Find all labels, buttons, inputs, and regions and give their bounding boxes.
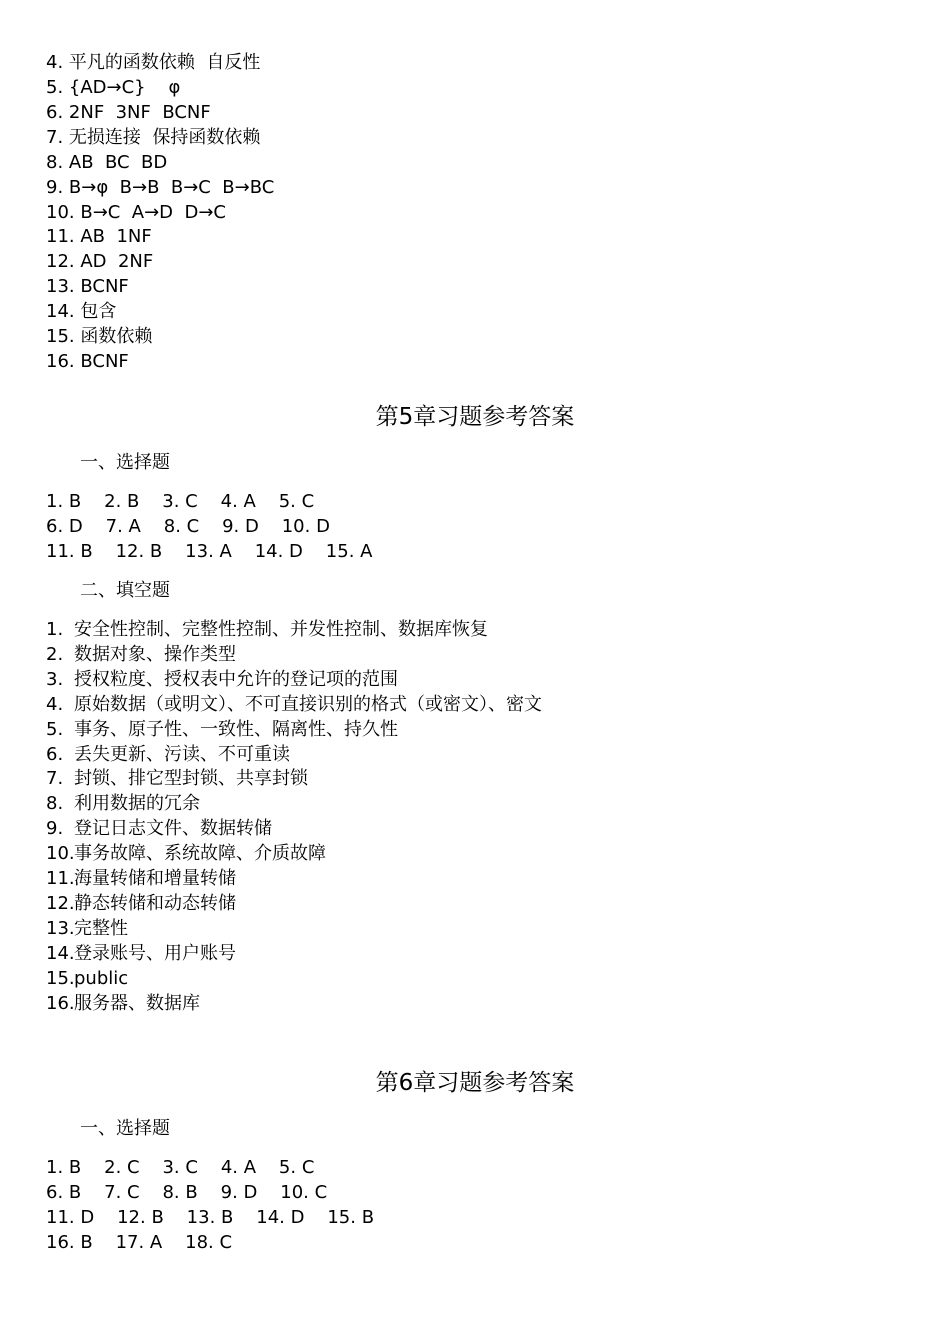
answer-line: 16. BCNF (46, 351, 129, 372)
fill-item (46, 617, 488, 642)
fill-item (46, 816, 272, 841)
fill-item-text: public (74, 968, 129, 989)
fill-item-number: 16. (46, 993, 75, 1014)
fill-item-number: 14. (46, 943, 75, 964)
fill-item-number: 13. (46, 918, 75, 939)
fill-item-number: 4. (46, 694, 64, 715)
chapter5-fill-heading: 二、填空题 (80, 580, 170, 601)
fill-item (46, 966, 128, 991)
choice-line: 1. B 2. C 3. C 4. A 5. C (46, 1157, 315, 1178)
fill-item-number: 9. (46, 818, 64, 839)
chapter6-title: 第6章习题参考答案 (375, 1070, 575, 1096)
fill-item-text: 完整性 (74, 918, 128, 939)
fill-item-text: 数据对象、操作类型 (74, 644, 236, 665)
fill-item-text: 登记日志文件、数据转储 (74, 818, 272, 839)
fill-item-text: 封锁、排它型封锁、共享封锁 (74, 768, 308, 789)
fill-item (46, 667, 398, 692)
fill-item-number: 15. (46, 968, 75, 989)
fill-item-number: 5. (46, 719, 64, 740)
choice-line: 11. D 12. B 13. B 14. D 15. B (46, 1207, 375, 1228)
fill-item-number: 8. (46, 793, 64, 814)
fill-item (46, 717, 398, 742)
choice-line: 1. B 2. B 3. C 4. A 5. C (46, 491, 315, 512)
fill-item-text: 海量转储和增量转储 (74, 868, 236, 889)
answer-line: 9. B→φ B→B B→C B→BC (46, 177, 275, 198)
answer-line: 10. B→C A→D D→C (46, 202, 226, 223)
answer-line: 13. BCNF (46, 276, 129, 297)
fill-item-text: 静态转储和动态转储 (74, 893, 236, 914)
answer-line: 14. 包含 (46, 301, 117, 322)
fill-item (46, 642, 236, 667)
fill-item (46, 791, 200, 816)
fill-item-text: 安全性控制、完整性控制、并发性控制、数据库恢复 (74, 619, 488, 640)
fill-item-text: 利用数据的冗余 (74, 793, 200, 814)
fill-item (46, 891, 236, 916)
chapter5-title: 第5章习题参考答案 (375, 404, 575, 430)
answer-line: 8. AB BC BD (46, 152, 168, 173)
choice-line: 6. B 7. C 8. B 9. D 10. C (46, 1182, 328, 1203)
chapter6-choice-heading: 一、选择题 (80, 1118, 170, 1139)
choice-line: 6. D 7. A 8. C 9. D 10. D (46, 516, 330, 537)
fill-item-text: 原始数据（或明文）、不可直接识别的格式（或密文）、密文 (74, 694, 542, 715)
fill-item-text: 服务器、数据库 (74, 993, 200, 1014)
chapter5-choice-heading: 一、选择题 (80, 452, 170, 473)
fill-item-number: 3. (46, 669, 64, 690)
fill-item (46, 841, 326, 866)
fill-item-text: 登录账号、用户账号 (74, 943, 236, 964)
answer-line: 11. AB 1NF (46, 226, 152, 247)
fill-item-text: 丢失更新、污读、不可重读 (74, 744, 290, 765)
fill-item-text: 授权粒度、授权表中允许的登记项的范围 (74, 669, 398, 690)
answer-line: 5. {AD→C} φ (46, 77, 181, 98)
fill-item (46, 742, 290, 767)
fill-item-text: 事务、原子性、一致性、隔离性、持久性 (74, 719, 398, 740)
fill-item (46, 692, 542, 717)
fill-item-number: 11. (46, 868, 75, 889)
choice-line: 16. B 17. A 18. C (46, 1232, 233, 1253)
answer-line: 7. 无损连接 保持函数依赖 (46, 127, 261, 148)
answer-line: 4. 平凡的函数依赖 自反性 (46, 52, 261, 73)
choice-line: 11. B 12. B 13. A 14. D 15. A (46, 541, 373, 562)
fill-item-text: 事务故障、系统故障、介质故障 (74, 843, 326, 864)
fill-item (46, 991, 200, 1016)
answer-line: 6. 2NF 3NF BCNF (46, 102, 211, 123)
fill-item (46, 766, 308, 791)
fill-item (46, 916, 128, 941)
answer-line: 15. 函数依赖 (46, 326, 153, 347)
fill-item-number: 1. (46, 619, 64, 640)
fill-item-number: 10. (46, 843, 75, 864)
answer-line: 12. AD 2NF (46, 251, 154, 272)
fill-item-number: 12. (46, 893, 75, 914)
fill-item-number: 7. (46, 768, 64, 789)
fill-item (46, 941, 236, 966)
fill-item-number: 2. (46, 644, 64, 665)
fill-item (46, 866, 236, 891)
fill-item-number: 6. (46, 744, 64, 765)
